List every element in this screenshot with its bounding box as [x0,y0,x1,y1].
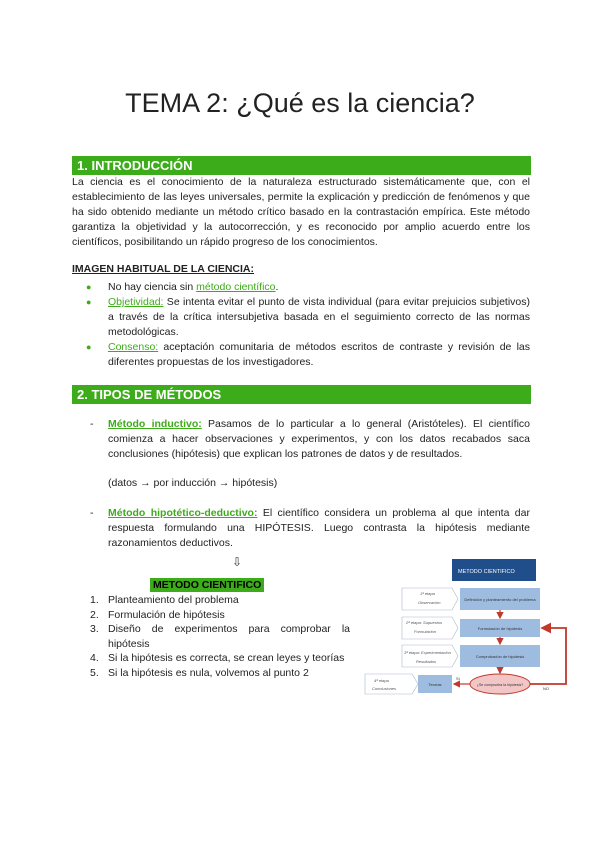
diagram-left-label: Formulación [414,629,437,634]
section-heading-types: 2. TIPOS DE MÉTODOS [72,385,531,404]
diagram-header-text: METODO CIENTIFICO [458,569,515,575]
intro-paragraph: La ciencia es el conocimiento de la naturaleza estructurado sistemáticamente que, con el establecimiento de las leyes universales, permite la explicación y predicción de fenómenos y que ha sido obtenido mediante un método crítico basado en la contrastación empírica. Este método garantiza la objetividad y la autocorrección, y es reconocido por amplio acuerdo entre los científicos, posibilitando un rápido progreso de los conocimientos. [72,176,530,248]
diagram-left-label: 3ª etapa: Experimentación [404,650,451,655]
step-number: 5. [90,666,99,679]
step-text: Si la hipótesis es nula, volvemos al punto 2 [108,666,309,679]
dash-marker: - [90,418,94,430]
deductive-method-item [90,506,530,551]
diagram-left-label: 4ª etapa [374,678,389,683]
step-number: 4. [90,652,99,664]
diagram-left-label: 1ª etapa [420,591,435,596]
diagram-left-label: Conclusiones [372,686,397,691]
inductive-method-item [90,417,530,462]
list-item [86,340,530,370]
step-number: 1. [90,594,99,606]
scientific-method-diagram [360,557,572,697]
deductive-method-text: El científico considera un problema al que intenta dar respuesta formulando una HIPÓTESIS. Luego contrasta la hipótesis mediante razonamientos deductivos. [108,507,530,549]
list-item [90,651,350,666]
bullet-icon: ● [86,342,92,352]
diagram-no-label: NO [543,686,549,691]
step-number: 2. [90,608,99,621]
step-number: 3. [90,623,99,635]
image-bullet-list [86,280,530,370]
inductive-note: (datos → por inducción → hipótesis) [108,477,278,489]
diagram-left-arrow [365,674,418,694]
list-item [90,666,350,681]
list-item [86,280,530,295]
bullet-text: Se intenta evitar el punto de vista individual (para evitar prejuicios subjetivos) a través de la crítica intersubjetiva basada en el seguimiento correcto de las normas metodológicas. [108,296,530,338]
diagram-left-label: Resultados [416,659,437,664]
deductive-method-label: Método hipotético-deductivo: [108,507,258,519]
down-arrow-icon: ⇩ [232,555,243,569]
section-heading-intro: 1. INTRODUCCIÓN [72,156,531,175]
diagram-left-label: 2ª etapa: Supuestos [406,620,442,625]
list-item [86,295,530,340]
diagram-box-text: Definición y planteamiento del problema [464,597,536,602]
diagram-box-text: Teorías [428,682,442,687]
scientific-method-title: METODO CIENTIFICO [150,578,264,592]
inductive-method-label: Método inductivo: [108,418,202,430]
step-text: Formulación de hipótesis [108,608,225,621]
inductive-method-text: Pasamos de lo particular a lo general (Aristóteles). El científico comienza a hacer observaciones y experimentos, y con los datos recabados saca conclusiones (hipótesis) que explican los patrones de datos y de resultados. [108,418,531,460]
image-subheading: IMAGEN HABITUAL DE LA CIENCIA: [72,263,254,275]
consensus-term: Consenso: [108,341,159,353]
step-text: Si la hipótesis es correcta, se crean leyes y teorías [108,652,345,664]
bullet-text: aceptación comunitaria de métodos escritos de contraste y revisión de las diferentes propuestas de los investigadores. [108,341,530,368]
bullet-text: . [275,281,279,293]
bullet-icon: ● [86,282,92,292]
page-title: TEMA 2: ¿Qué es la ciencia? [125,88,475,118]
dash-marker: - [90,507,94,519]
list-item [90,608,350,623]
list-item [90,593,350,608]
diagram-left-label: Observación [418,600,441,605]
scientific-method-steps [90,593,350,680]
objectivity-term: Objetividad: [108,296,164,308]
list-item [90,622,350,651]
step-text: Planteamiento del problema [108,594,239,606]
diagram-box-text: Comprobación de hipótesis [475,654,525,659]
bullet-icon: ● [86,297,92,307]
diagram-box-text: ¿Se comprueba la hipótesis? [476,683,524,687]
diagram-box-text: Formulación de hipótesis [477,626,523,631]
diagram-yes-label: Sí [456,676,460,681]
bullet-text: No hay ciencia sin [108,281,197,293]
scientific-method-link[interactable]: método científico [196,281,276,293]
step-text: Diseño de experimentos para comprobar la hipótesis [108,623,350,650]
